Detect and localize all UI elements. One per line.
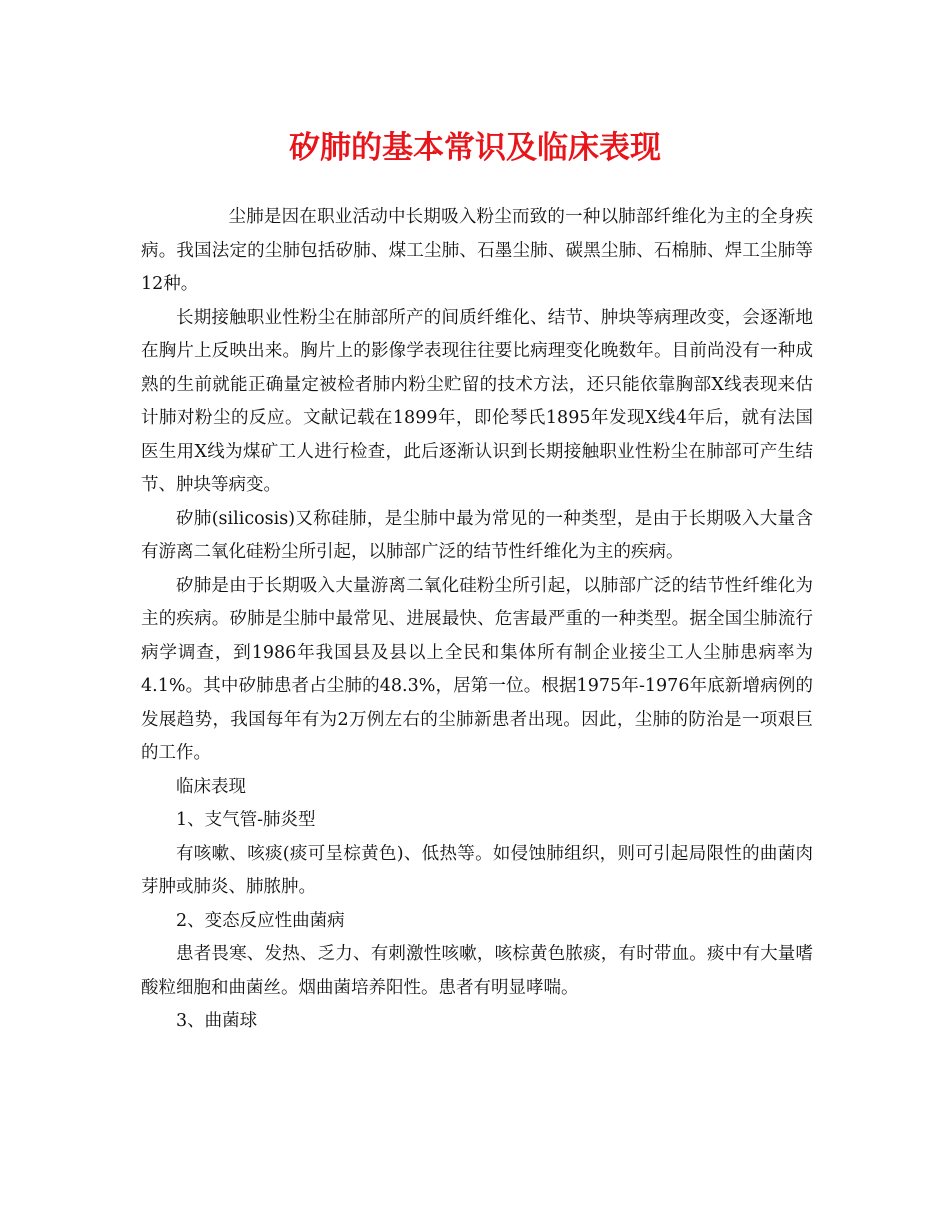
paragraph-bronchopneumonia-symptoms: 有咳嗽、咳痰(痰可呈棕黄色)、低热等。如侵蚀肺组织，则可引起局限性的曲菌肉芽肿或肺炎、肺脓肿。 xyxy=(141,843,813,897)
subheading-allergic-aspergillosis: 2、变态反应性曲菌病 xyxy=(176,910,345,931)
paragraph-xray-history: 长期接触职业性粉尘在肺部所产的间质纤维化、结节、肿块等病理改变，会逐渐地在胸片上反映出来。胸片上的影像学表现往往要比病理变化晚数年。目前尚没有一种成熟的生前就能正确量定被检者肺内粉尘贮留的技术方法，还只能依靠胸部X线表现来估计肺对粉尘的反应。文献记载在1899年，即伦琴氏1895年发现X线4年后，就有法国医生用X线为煤矿工人进行检查，此后逐渐认识到长期接触职业性粉尘在肺部可产生结节、肿块等病变。 xyxy=(141,307,813,495)
subheading-aspergilloma: 3、曲菌球 xyxy=(176,1011,258,1031)
paragraph-allergic-symptoms: 患者畏寒、发热、乏力、有刺激性咳嗽，咳棕黄色脓痰，有时带血。痰中有大量嗜酸粒细胞和曲菌丝。烟曲菌培养阳性。患者有明显哮喘。 xyxy=(141,944,813,998)
section-heading-clinical: 临床表现 xyxy=(176,776,246,797)
paragraph-pneumoconiosis-definition: 尘肺是因在职业活动中长期吸入粉尘而致的一种以肺部纤维化为主的全身疾病。我国法定的尘肺包括矽肺、煤工尘肺、石墨尘肺、碳黑尘肺、石棉肺、焊工尘肺等12种。 xyxy=(141,207,813,294)
paragraph-silicosis-definition: 矽肺(silicosis)又称硅肺，是尘肺中最为常见的一种类型，是由于长期吸入大量含有游离二氧化硅粉尘所引起，以肺部广泛的结节性纤维化为主的疾病。 xyxy=(141,508,813,562)
document-body xyxy=(141,201,813,1039)
document-title: 矽肺的基本常识及临床表现 xyxy=(289,130,661,166)
subheading-bronchopneumonia-type: 1、支气管-肺炎型 xyxy=(176,810,316,830)
paragraph-silicosis-epidemiology: 矽肺是由于长期吸入大量游离二氧化硅粉尘所引起，以肺部广泛的结节性纤维化为主的疾病。矽肺是尘肺中最常见、进展最快、危害最严重的一种类型。据全国尘肺流行病学调查，到1986年我国县及县以上全民和集体所有制企业接尘工人尘肺患病率为4.1%。其中矽肺患者占尘肺的48.3%，居第一位。根据1975年-1976年底新增病例的发展趋势，我国每年有为2万例左右的尘肺新患者出现。因此，尘肺的防治是一项艰巨的工作。 xyxy=(141,575,813,763)
